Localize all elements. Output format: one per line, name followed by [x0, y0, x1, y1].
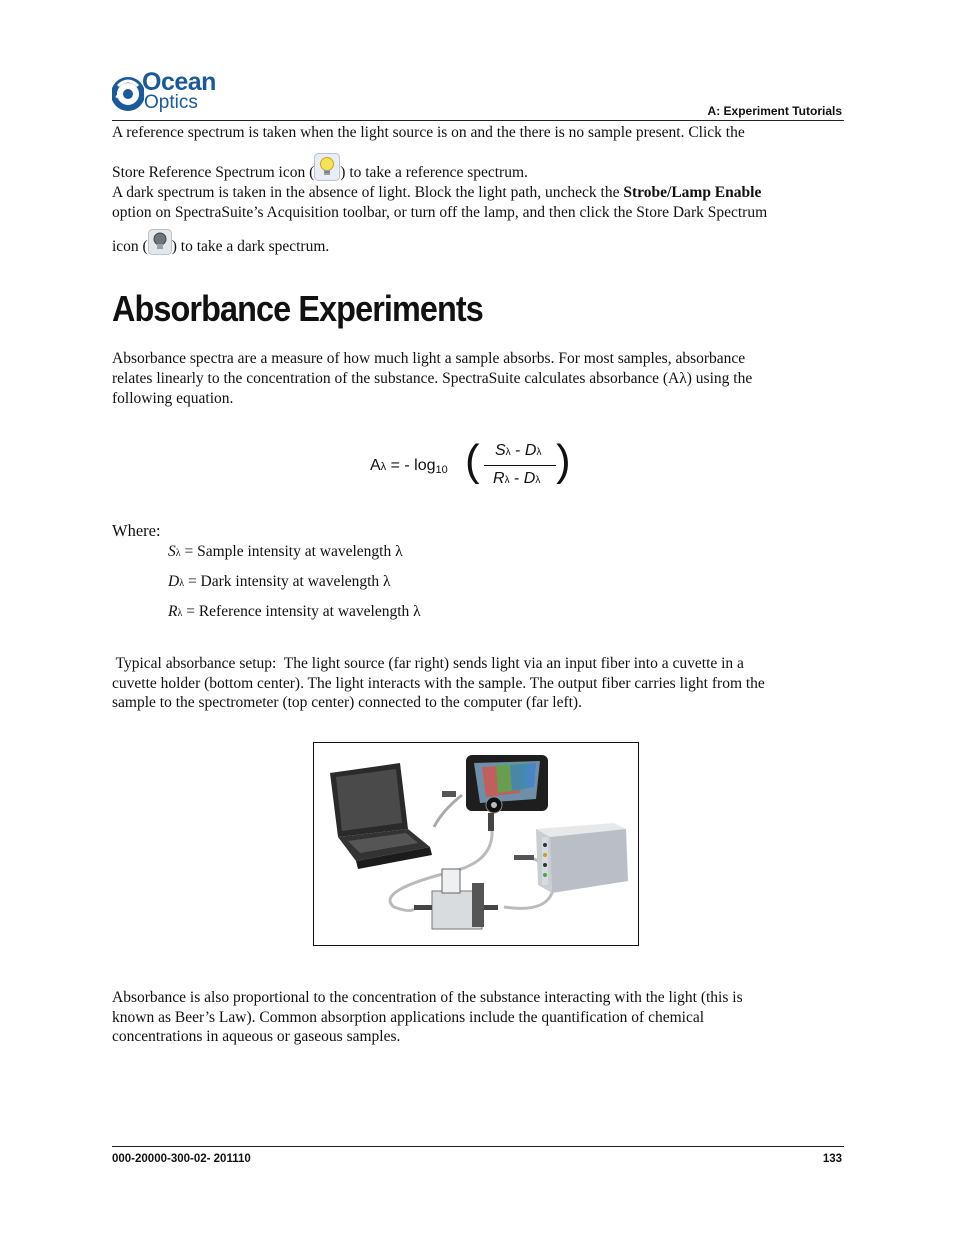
- logo-text-ocean: Ocean: [142, 68, 216, 96]
- logo-wave-icon: [112, 72, 144, 116]
- fraction-bar: [484, 465, 556, 466]
- lightbulb-off-icon: [148, 229, 172, 261]
- absorbance-para-line3: following equation.: [112, 390, 234, 407]
- eq-d: D: [523, 470, 536, 487]
- dark-text-part: ) to take a dark spectrum.: [171, 238, 330, 255]
- closing-para-line2: known as Beer’s Law). Common absorption applications include the quantification of chemical: [112, 1009, 705, 1026]
- footer-rule: [112, 1146, 844, 1147]
- def-symbol: R: [168, 603, 178, 620]
- eq-s: S: [495, 442, 506, 459]
- reference-text-part: Store Reference Spectrum icon (: [112, 164, 315, 181]
- dark-text-line2: option on SpectraSuite’s Acquisition toolbar, or turn off the lamp, and then click the Store Dark Spectrum: [112, 204, 768, 221]
- dark-text-part: A dark spectrum is taken in the absence of light. Block the light path, uncheck the: [112, 184, 624, 201]
- light-source-icon: [514, 823, 628, 893]
- eq-minus: -: [510, 442, 525, 459]
- def-sub: λ: [179, 578, 185, 589]
- eq-lambda: λ: [535, 475, 541, 486]
- absorbance-para-line2: relates linearly to the concentration of the substance. SpectraSuite calculates absorbance (Aλ) using the: [112, 370, 753, 387]
- setup-illustration: [314, 743, 638, 945]
- eq-lambda: λ: [505, 447, 511, 458]
- section-header-title: A: Experiment Tutorials: [707, 104, 842, 118]
- definition-item: [168, 543, 403, 561]
- eq-log: = - log: [386, 457, 436, 474]
- ocean-optics-logo: [112, 70, 232, 116]
- def-symbol: S: [168, 543, 176, 560]
- page-number: 133: [822, 1153, 842, 1165]
- eq-a: A: [370, 457, 381, 474]
- definition-item: [168, 573, 391, 591]
- eq-d: D: [524, 442, 537, 459]
- def-sub: λ: [175, 548, 181, 559]
- def-text: = Reference intensity at wavelength λ: [182, 603, 421, 620]
- absorbance-setup-figure: [313, 742, 639, 946]
- setup-caption-line3: sample to the spectrometer (top center) connected to the computer (far left).: [112, 694, 582, 711]
- absorbance-equation: [370, 436, 580, 498]
- reference-text-line2: [112, 153, 528, 187]
- equation-lhs: [370, 457, 448, 476]
- lightbulb-on-icon: [314, 153, 340, 187]
- laptop-icon: [330, 763, 432, 869]
- close-paren: ): [556, 436, 571, 485]
- eq-numerator: [495, 442, 541, 460]
- eq-minus: -: [509, 470, 524, 487]
- absorbance-para-line1: Absorbance spectra are a measure of how much light a sample absorbs. For most samples, absorbance: [112, 350, 746, 367]
- header-rule: [112, 120, 844, 121]
- eq-denominator: [493, 470, 540, 488]
- document-number: 000-20000-300-02- 201110: [112, 1153, 251, 1165]
- open-paren: (: [465, 436, 480, 485]
- def-symbol: D: [168, 573, 180, 590]
- reference-text-part: ) to take a reference spectrum.: [340, 164, 528, 181]
- setup-caption-line2: cuvette holder (bottom center). The light interacts with the sample. The output fiber carries light from the: [112, 675, 765, 692]
- strobe-lamp-enable-label: Strobe/Lamp Enable: [623, 184, 762, 201]
- eq-base: 10: [435, 464, 448, 476]
- closing-para-line1: Absorbance is also proportional to the concentration of the substance interacting with the light (this is: [112, 989, 743, 1006]
- closing-para-line3: concentrations in aqueous or gaseous samples.: [112, 1028, 401, 1045]
- eq-lambda: λ: [380, 461, 387, 473]
- eq-lambda: λ: [504, 475, 510, 486]
- dark-text-part: icon (: [112, 238, 148, 255]
- eq-r: R: [493, 470, 505, 487]
- def-text: = Sample intensity at wavelength λ: [180, 543, 403, 560]
- logo-text-optics: Optics: [144, 92, 198, 113]
- reference-text-line1: A reference spectrum is taken when the light source is on and the there is no sample present. Click the: [112, 124, 745, 141]
- section-heading: Absorbance Experiments: [112, 288, 483, 329]
- def-text: = Dark intensity at wavelength λ: [184, 573, 391, 590]
- eq-lambda: λ: [536, 447, 542, 458]
- definition-item: [168, 603, 421, 621]
- spectrometer-icon: [442, 755, 548, 831]
- dark-text-line3: [112, 229, 329, 261]
- dark-text-line1: [112, 183, 761, 203]
- def-sub: λ: [177, 608, 183, 619]
- where-label: Where:: [112, 521, 161, 540]
- setup-caption-line1: Typical absorbance setup: The light source (far right) sends light via an input fiber into a cuvette in a: [112, 655, 744, 672]
